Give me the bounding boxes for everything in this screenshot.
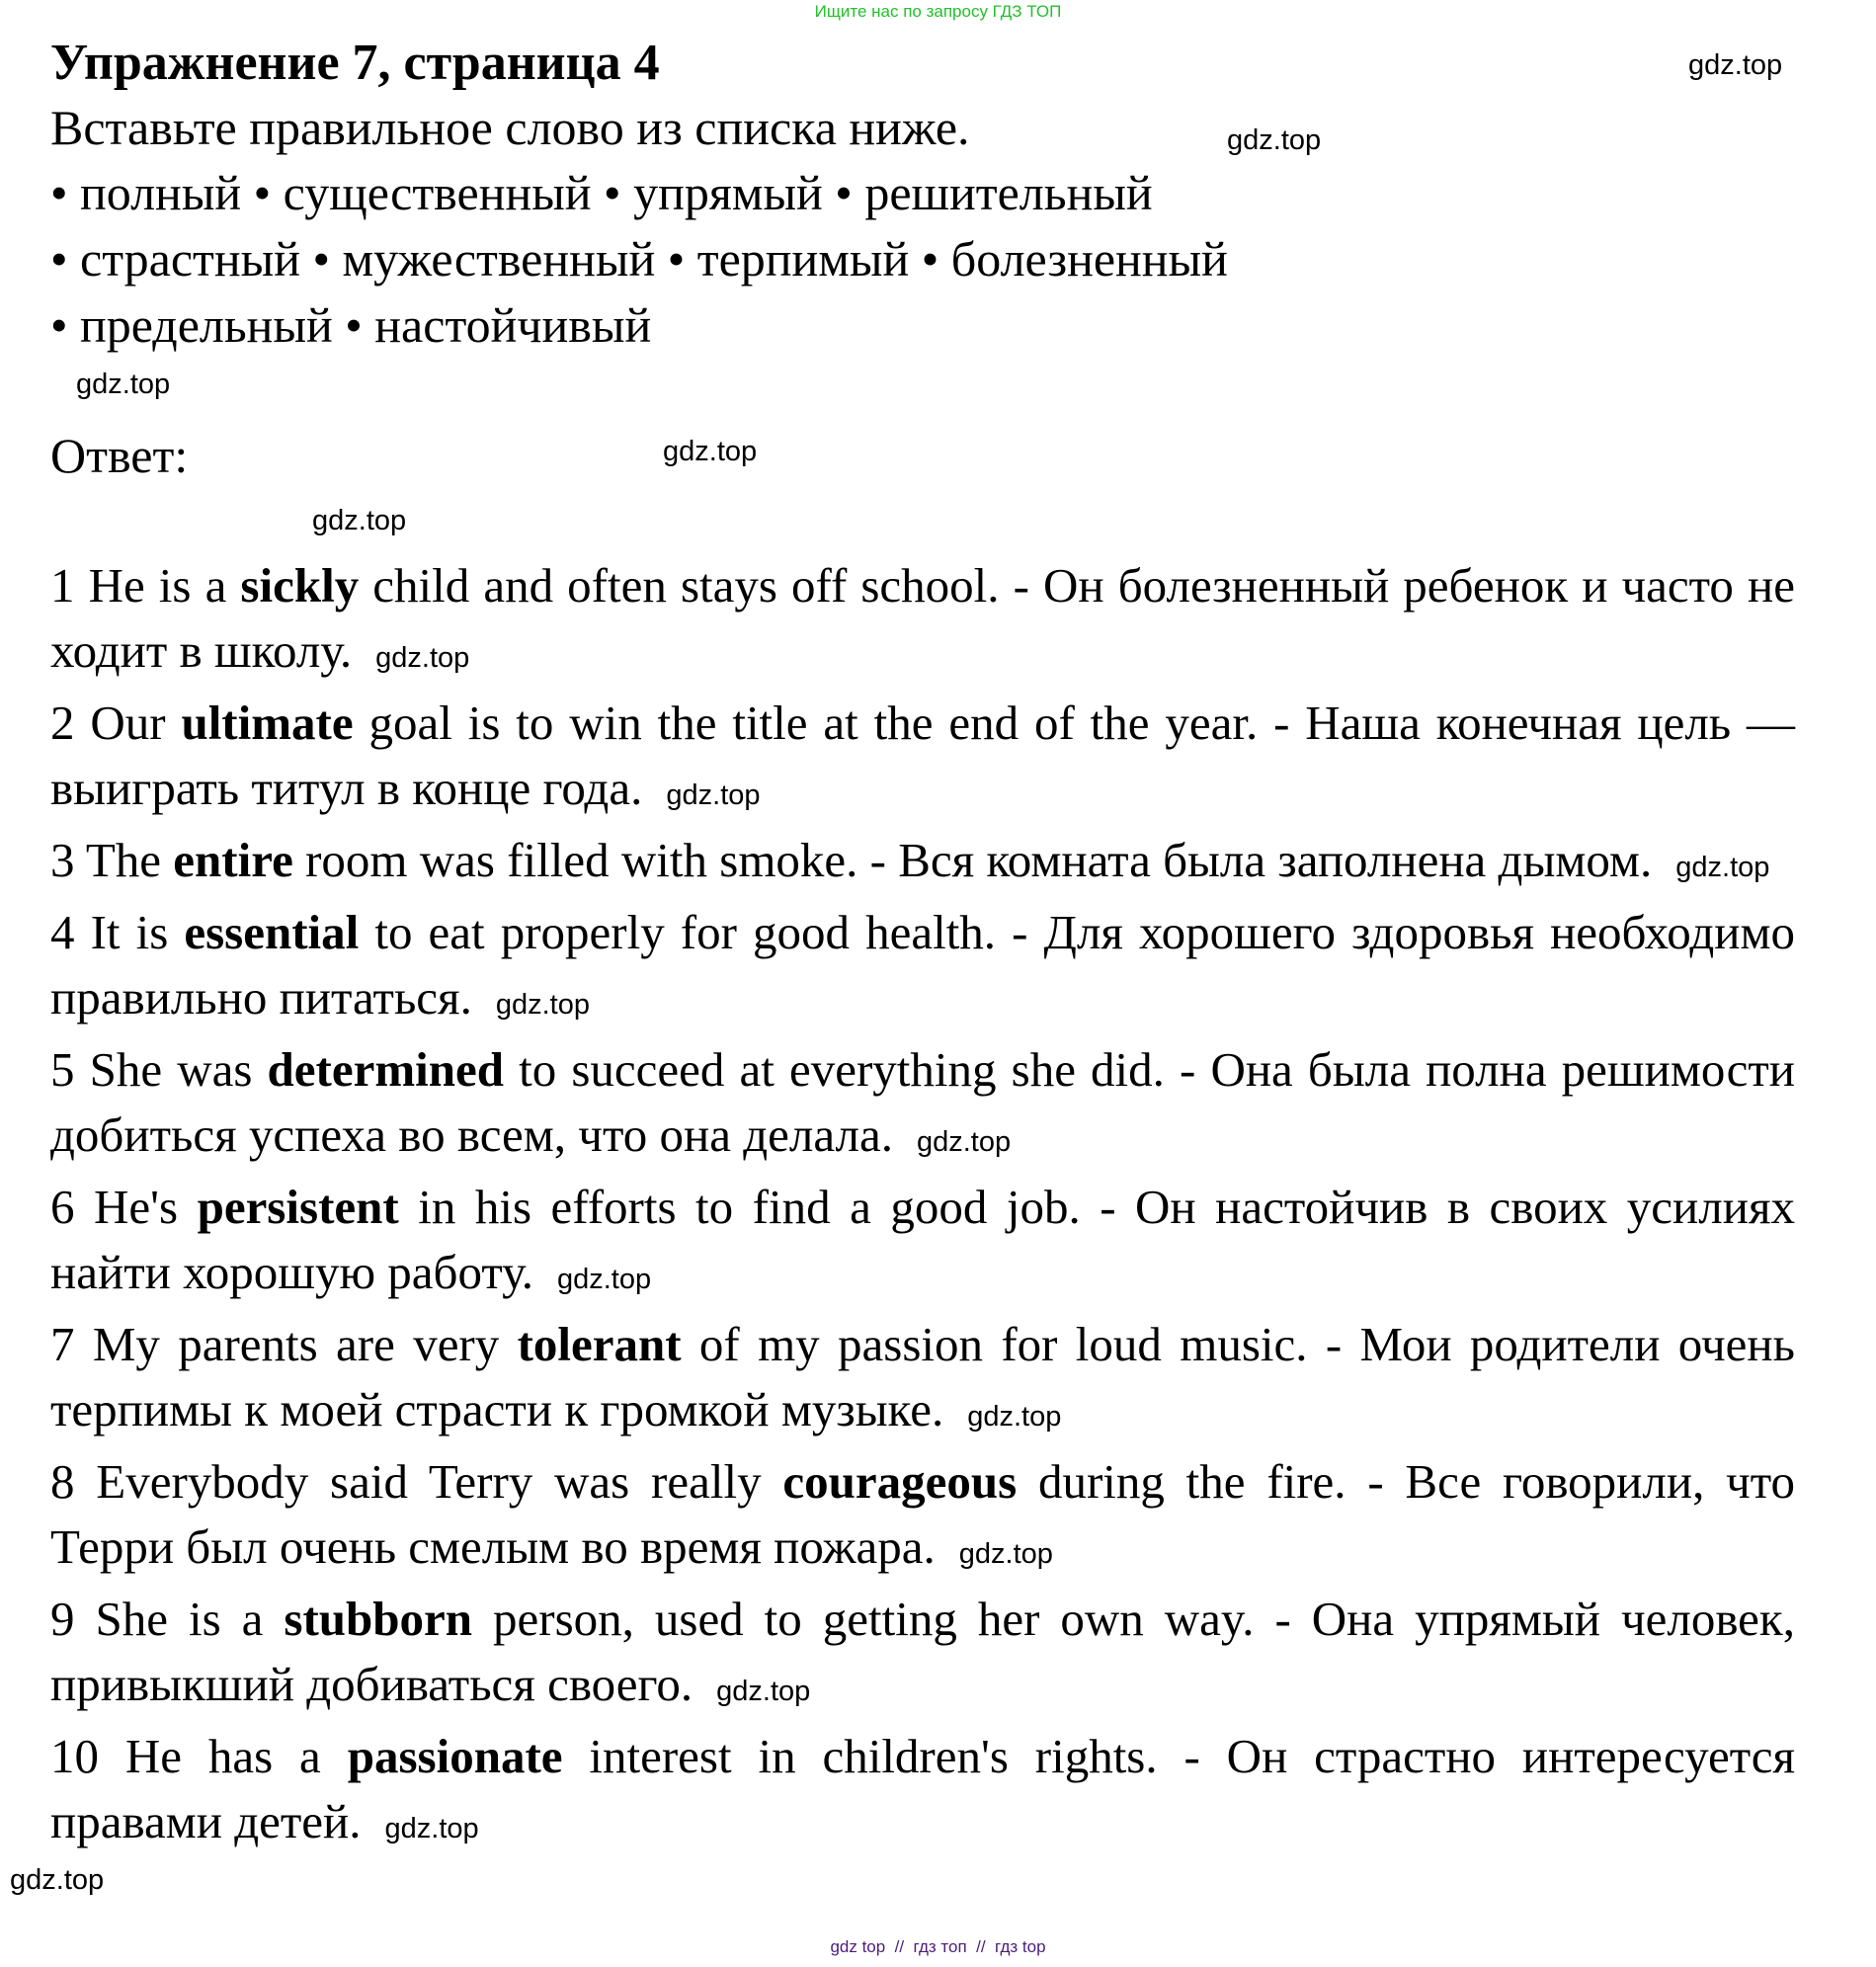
word-list-line: • страстный • мужественный • терпимый • болезненный <box>50 231 1228 287</box>
answer-item <box>50 691 1795 828</box>
watermark: gdz.top <box>1688 49 1783 81</box>
answer-item <box>50 1724 1795 1861</box>
watermark: gdz.top <box>1227 124 1322 156</box>
answer-item <box>50 828 1795 900</box>
answer-label: Ответ: <box>50 428 189 483</box>
watermark: gdz.top <box>375 642 470 674</box>
answer-text: 5 She was <box>50 1042 268 1097</box>
answer-word: sickly <box>240 558 360 613</box>
watermark: gdz.top <box>556 1264 652 1295</box>
answer-text: 10 He has a <box>50 1729 348 1783</box>
answer-word: entire <box>173 833 293 887</box>
watermark: gdz.top <box>495 989 590 1021</box>
answer-text: 4 It is <box>50 905 185 959</box>
answer-text: 6 He's <box>50 1180 198 1234</box>
answer-word: ultimate <box>181 696 354 750</box>
watermark: gdz.top <box>312 505 407 536</box>
answer-text: to succeed at everything she did. - Она была полна решимости добиться успеха во всем, что она делала. <box>50 1042 1795 1162</box>
answer-text: 9 She is a <box>50 1592 285 1646</box>
answer-word: persistent <box>197 1180 399 1234</box>
answer-text: person, used to getting her own way. - Она упрямый человек, привыкший добиваться своего. <box>50 1592 1795 1711</box>
answer-word: stubborn <box>284 1592 473 1646</box>
answer-item <box>50 1175 1795 1312</box>
answer-text: during the fire. - Все говорили, что Терри был очень смелым во время пожара. <box>50 1454 1796 1574</box>
watermark: gdz.top <box>967 1401 1062 1433</box>
answer-text: child and often stays off school. - Он болезненный ребенок и часто не ходит в школу. <box>50 558 1795 678</box>
answer-text: to eat properly for good health. - Для хорошего здоровья необходимо правильно питаться. <box>50 905 1795 1024</box>
answer-word: essential <box>184 905 360 959</box>
answer-item <box>50 1037 1795 1175</box>
watermark: gdz.top <box>1675 852 1770 883</box>
word-list-line: • предельный • настойчивый <box>50 297 652 353</box>
bottom-banner: gdz top // гдз топ // гдз top <box>830 1937 1046 1956</box>
word-list-line: • полный • существенный • упрямый • решительный <box>50 165 1153 220</box>
watermark: gdz.top <box>10 1864 105 1896</box>
answer-word: passionate <box>347 1729 563 1783</box>
answer-item <box>50 900 1795 1037</box>
watermark: gdz.top <box>76 369 171 400</box>
answer-word: determined <box>267 1042 505 1097</box>
answer-text: in his efforts to find a good job. - Он настойчив в своих усилиях найти хорошую работу. <box>50 1180 1795 1299</box>
answer-text: room was filled with smoke. - Вся комната была заполнена дымом. <box>292 833 1653 887</box>
answer-text: 7 My parents are very <box>50 1317 518 1371</box>
answer-text: 2 Our <box>50 696 182 750</box>
answer-text: 8 Everybody said Terry was really <box>50 1454 783 1509</box>
watermark: gdz.top <box>663 436 758 467</box>
top-banner: Ищите нас по запросу ГДЗ ТОП <box>814 2 1062 21</box>
instruction: Вставьте правильное слово из списка ниже. <box>50 100 970 155</box>
watermark: gdz.top <box>916 1126 1012 1158</box>
answers-list <box>10 553 1796 1897</box>
watermark: gdz.top <box>666 779 761 811</box>
answer-text: interest in children's rights. - Он страстно интересуется правами детей. <box>50 1729 1796 1848</box>
answer-text: of my passion for loud music. - Мои родители очень терпимы к моей страсти к громкой музыке. <box>50 1317 1795 1436</box>
answer-word: courageous <box>782 1454 1018 1509</box>
answer-text: 3 The <box>50 833 174 887</box>
answer-item <box>50 1312 1795 1449</box>
answer-word: tolerant <box>517 1317 682 1371</box>
watermark: gdz.top <box>716 1676 811 1707</box>
answer-text: goal is to win the title at the end of the year. - Наша конечная цель — выиграть титул в конце года. <box>50 696 1795 815</box>
answer-item <box>50 1587 1795 1724</box>
answer-item <box>50 1449 1795 1587</box>
watermark: gdz.top <box>958 1538 1053 1570</box>
answer-item <box>50 553 1795 691</box>
watermark: gdz.top <box>384 1813 479 1844</box>
page-title: Упражнение 7, страница 4 <box>50 35 660 91</box>
answer-text: 1 He is a <box>50 558 241 613</box>
